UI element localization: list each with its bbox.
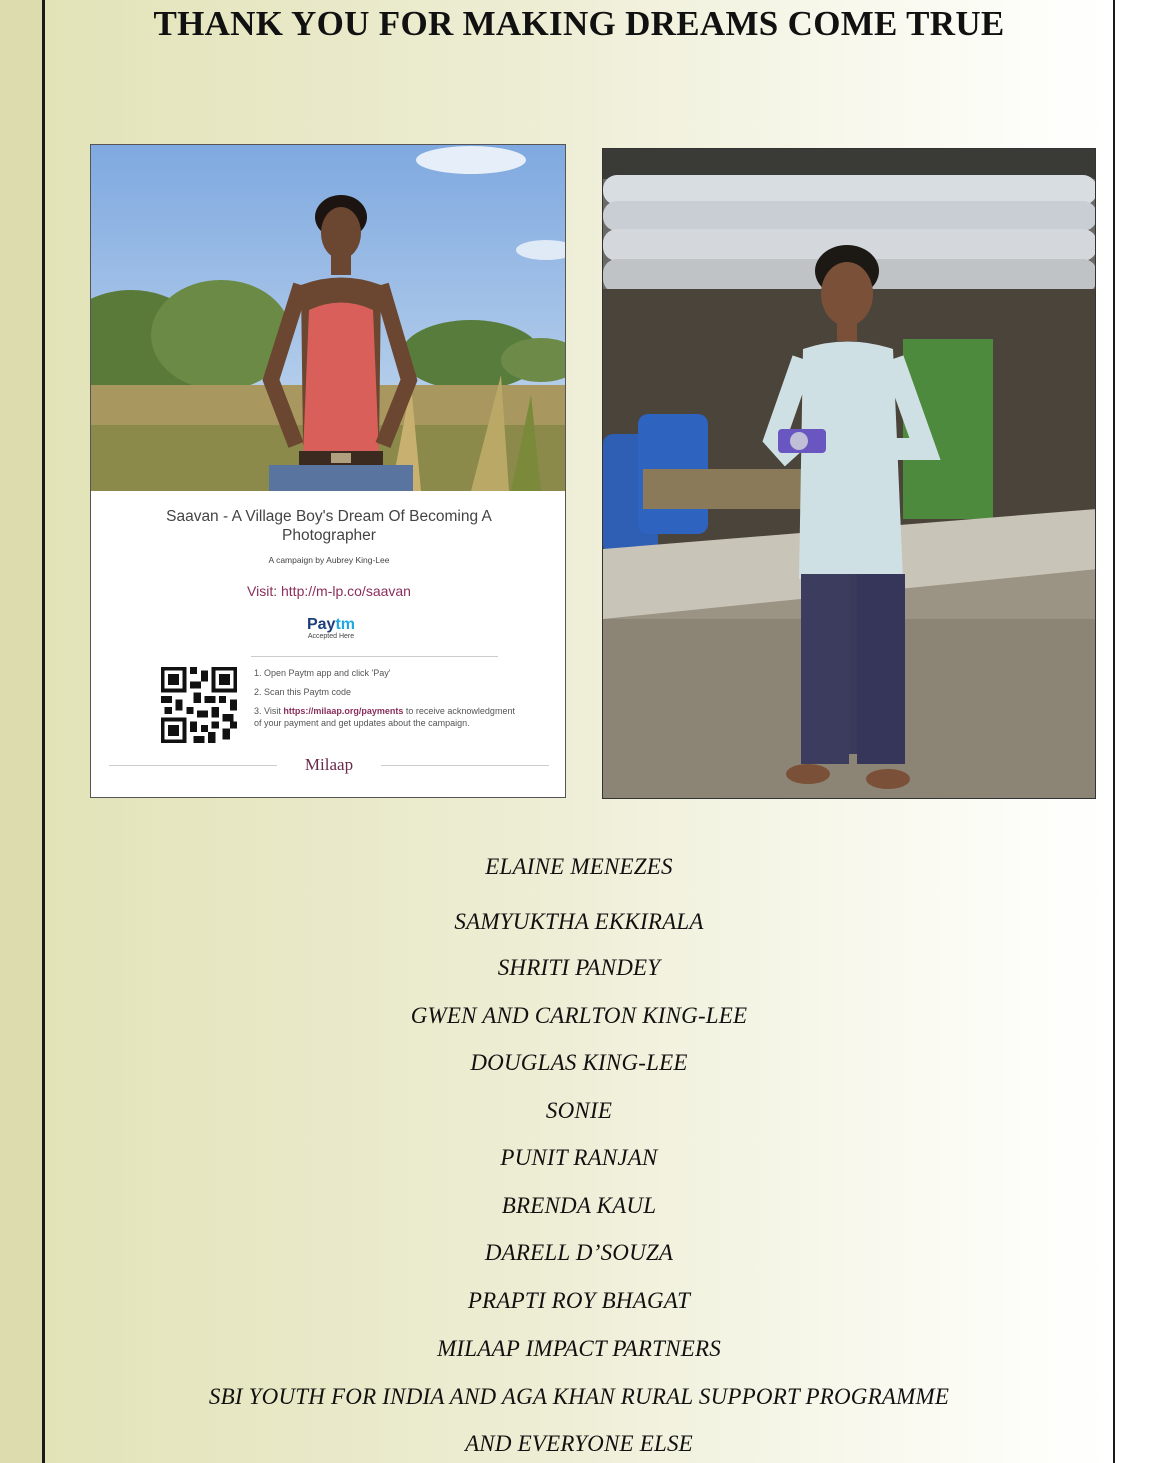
boy-in-field-photo — [91, 145, 566, 491]
milaap-logo: Milaap — [304, 755, 354, 774]
name-line: DOUGLAS KING-LEE — [470, 1050, 688, 1075]
name-line: DARELL D’SOUZA — [484, 1240, 674, 1265]
page-title: THANK YOU FOR MAKING DREAMS COME TRUE — [153, 4, 1005, 43]
payment-step-1: 1. Open Paytm app and click 'Pay' — [254, 668, 391, 678]
footer-rule-left — [109, 765, 277, 766]
campaign-poster — [90, 144, 566, 798]
name-line: GWEN AND CARLTON KING-LEE — [410, 1003, 748, 1028]
campaign-byline: A campaign by Aubrey King-Lee — [268, 555, 390, 565]
name-line: PRAPTI ROY BHAGAT — [467, 1288, 691, 1313]
paytm-accepted-label: Accepted Here — [307, 633, 355, 640]
payment-steps — [254, 667, 524, 736]
paytm-logo-pay: Pay — [306, 616, 336, 633]
footer-rule-right — [381, 765, 549, 766]
paytm-logo-tm: tm — [335, 616, 356, 633]
left-color-band — [0, 0, 42, 1463]
poster-divider — [251, 656, 498, 657]
payments-link[interactable]: https://milaap.org/payments — [283, 706, 404, 716]
name-line: SONIE — [545, 1098, 613, 1123]
campaign-title: Saavan - A Village Boy's Dream Of Becoming A Photographer — [166, 508, 492, 544]
name-line: SBI YOUTH FOR INDIA AND AGA KHAN RURAL SUPPORT PROGRAMME — [208, 1384, 950, 1409]
paytm-logo — [301, 617, 361, 640]
name-line: AND EVERYONE ELSE — [465, 1431, 693, 1456]
campaign-link[interactable]: Visit: http://m-lp.co/saavan — [247, 583, 411, 599]
payment-step-3-prefix: 3. Visit — [254, 706, 284, 716]
name-line: PUNIT RANJAN — [500, 1145, 658, 1170]
boy-with-camera-photo — [602, 148, 1096, 799]
qr-code-icon — [161, 667, 237, 743]
name-line: SAMYUKTHA EKKIRALA — [454, 909, 704, 934]
field-photo-illustration — [91, 145, 566, 491]
camera-photo-illustration — [603, 149, 1096, 799]
name-line: BRENDA KAUL — [501, 1193, 657, 1218]
payment-step-2: 2. Scan this Paytm code — [254, 687, 352, 697]
name-line: MILAAP IMPACT PARTNERS — [437, 1336, 721, 1361]
name-line: ELAINE MENEZES — [485, 854, 673, 879]
right-border-line — [1113, 0, 1115, 1463]
name-line: SHRITI PANDEY — [497, 955, 661, 980]
payment-step-3 — [254, 705, 524, 729]
payment-step-3-suffix: to receive acknowledgment of your payment and get updates about the campaign. — [254, 706, 515, 728]
